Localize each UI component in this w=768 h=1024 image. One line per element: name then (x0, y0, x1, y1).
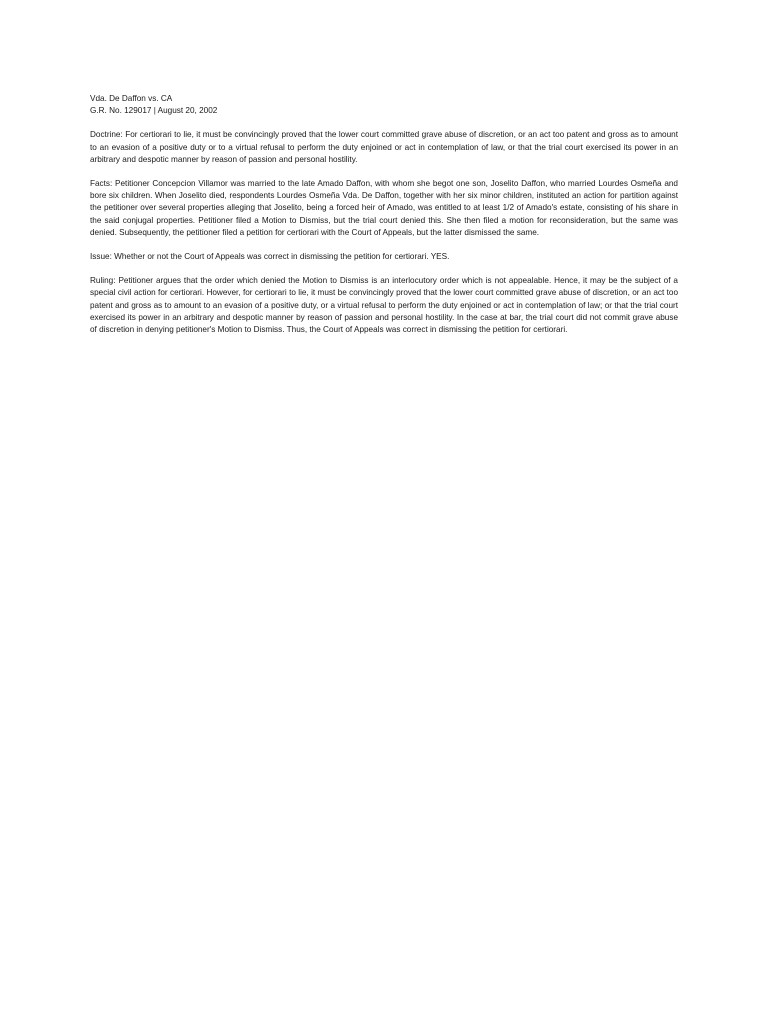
facts-section (90, 178, 678, 239)
doctrine-label: Doctrine: (90, 130, 123, 140)
issue-text: Whether or not the Court of Appeals was correct in dismissing the petition for certiorari. YES. (114, 252, 450, 262)
issue-label: Issue: (90, 252, 112, 262)
case-citation: G.R. No. 129017 | August 20, 2002 (90, 106, 218, 116)
document-page (90, 93, 678, 336)
ruling-label: Ruling: (90, 276, 116, 286)
facts-text: Petitioner Concepcion Villamor was married to the late Amado Daffon, with whom she begot one son, Joselito Daffon, who married Lourdes Osmeña and bore six children. When Joselito died, respondents Lourdes Osmeña Vda. De Daffon, together with her six minor children, instituted an action for partition against the petitioner over several properties alleging that Joselito, being a forced heir of Amado, was entitled to at least 1/2 of Amado's estate, consisting of his share in the said conjugal properties. Petitioner filed a Motion to Dismiss, but the trial court denied this. She then filed a motion for reconsideration, but the same was denied. Subsequently, the petitioner filed a petition for certiorari with the Court of Appeals, but the latter dismissed the same. (90, 179, 678, 237)
doctrine-section (90, 129, 678, 166)
ruling-section (90, 275, 678, 336)
ruling-text: Petitioner argues that the order which denied the Motion to Dismiss is an interlocutory order which is not appealable. Hence, it may be the subject of a special civil action for certiorari. However, for certiorari to lie, it must be convincingly proved that the lower court committed grave abuse of discretion, or an act too patent and gross as to amount to an evasion of a positive duty, or a virtual refusal to perform the duty enjoined or act in contemplation of law; or that the trial court exercised its power in an arbitrary and despotic manner by reason of passion and personal hostility. In the case at bar, the trial court did not commit grave abuse of discretion in denying petitioner's Motion to Dismiss. Thus, the Court of Appeals was correct in dismissing the petition for certiorari. (90, 276, 678, 335)
facts-label: Facts: (90, 179, 113, 189)
doctrine-text: For certiorari to lie, it must be convincingly proved that the lower court committed grave abuse of discretion, or an act too patent and gross as to amount to an evasion of a positive duty or to a virtual refusal to perform the duty enjoined or act in contemplation of law, or that the trial court exercised its power in an arbitrary and despotic manner by reason of passion and personal hostility. (90, 130, 678, 164)
case-title: Vda. De Daffon vs. CA (90, 94, 173, 103)
issue-section (90, 251, 678, 263)
